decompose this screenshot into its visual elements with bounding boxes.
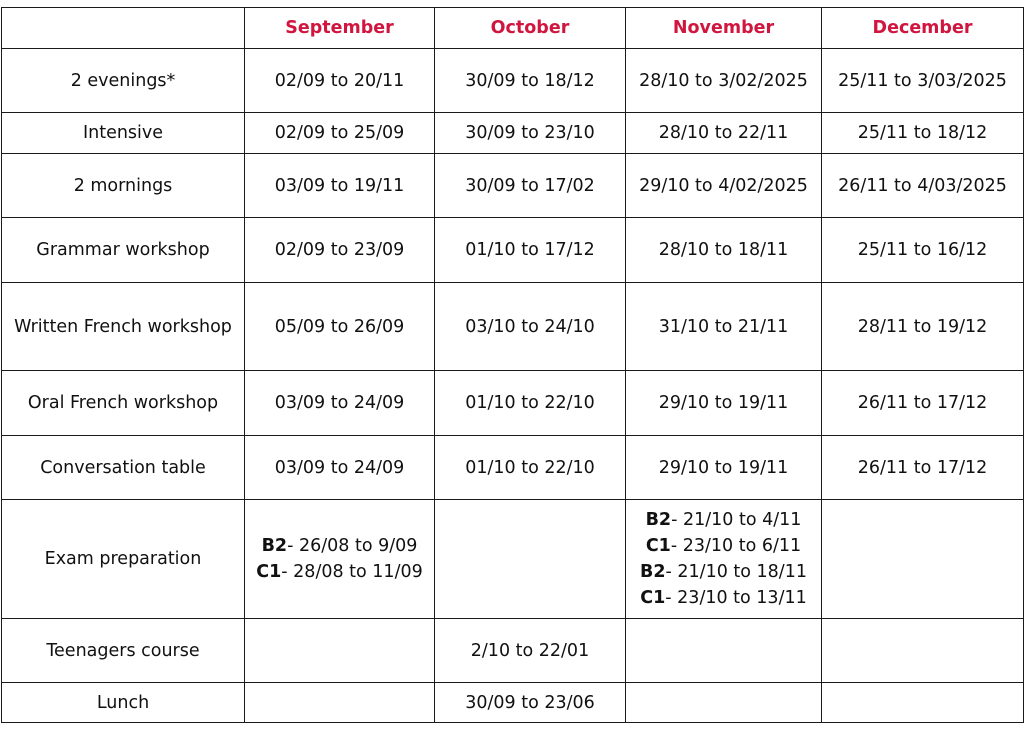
table-cell: 03/10 to 24/10 — [435, 283, 626, 371]
exam-entry — [628, 507, 819, 533]
level-badge: C1 — [256, 562, 282, 582]
exam-entry — [247, 533, 432, 559]
row-label: Teenagers course — [2, 619, 245, 683]
table-cell: 01/10 to 22/10 — [435, 436, 626, 500]
corner-cell — [2, 8, 245, 49]
exam-entry — [628, 559, 819, 585]
table-cell: 02/09 to 20/11 — [245, 49, 435, 113]
table-cell: 30/09 to 17/02 — [435, 154, 626, 218]
month-header-september: September — [245, 8, 435, 49]
table-row — [2, 49, 1024, 113]
level-badge: C1 — [645, 536, 671, 556]
exam-cell-november — [626, 500, 822, 619]
table-cell — [822, 683, 1024, 723]
row-label: 2 mornings — [2, 154, 245, 218]
table-row — [2, 371, 1024, 436]
table-cell — [626, 683, 822, 723]
table-cell — [822, 619, 1024, 683]
exam-dates: - 23/10 to 13/11 — [665, 588, 807, 608]
row-label: Exam preparation — [2, 500, 245, 619]
exam-dates: - 21/10 to 4/11 — [671, 510, 802, 530]
level-badge: C1 — [640, 588, 666, 608]
table-cell: 25/11 to 16/12 — [822, 218, 1024, 283]
exam-entry — [247, 559, 432, 585]
exam-entry — [628, 533, 819, 559]
table-cell: 28/10 to 18/11 — [626, 218, 822, 283]
table-row — [2, 436, 1024, 500]
row-label: Intensive — [2, 113, 245, 154]
level-badge: B2 — [645, 510, 672, 530]
row-label: 2 evenings* — [2, 49, 245, 113]
table-cell: 28/10 to 3/02/2025 — [626, 49, 822, 113]
row-label: Oral French workshop — [2, 371, 245, 436]
table-row — [2, 283, 1024, 371]
lunch-row — [2, 683, 1024, 723]
table-cell: 26/11 to 17/12 — [822, 436, 1024, 500]
table-cell: 31/10 to 21/11 — [626, 283, 822, 371]
month-header-december: December — [822, 8, 1024, 49]
table-cell: 01/10 to 22/10 — [435, 371, 626, 436]
table-cell — [245, 683, 435, 723]
teenagers-course-row — [2, 619, 1024, 683]
table-cell: 30/09 to 23/06 — [435, 683, 626, 723]
table-cell: 25/11 to 3/03/2025 — [822, 49, 1024, 113]
exam-cell-september — [245, 500, 435, 619]
table-row — [2, 154, 1024, 218]
exam-preparation-row — [2, 500, 1024, 619]
table-cell: 03/09 to 19/11 — [245, 154, 435, 218]
exam-cell-december — [822, 500, 1024, 619]
table-cell: 02/09 to 23/09 — [245, 218, 435, 283]
table-cell: 02/09 to 25/09 — [245, 113, 435, 154]
level-badge: B2 — [640, 562, 666, 582]
course-schedule-table — [1, 7, 1024, 723]
table-cell: 2/10 to 22/01 — [435, 619, 626, 683]
table-cell: 05/09 to 26/09 — [245, 283, 435, 371]
row-label: Conversation table — [2, 436, 245, 500]
exam-entry — [628, 585, 819, 611]
table-cell — [245, 619, 435, 683]
table-cell: 29/10 to 19/11 — [626, 371, 822, 436]
table-cell: 30/09 to 23/10 — [435, 113, 626, 154]
exam-dates: - 23/10 to 6/11 — [670, 536, 802, 556]
table-cell: 28/11 to 19/12 — [822, 283, 1024, 371]
exam-cell-october — [435, 500, 626, 619]
exam-dates: - 28/08 to 11/09 — [281, 562, 423, 582]
table-row — [2, 218, 1024, 283]
row-label: Grammar workshop — [2, 218, 245, 283]
table-cell: 29/10 to 19/11 — [626, 436, 822, 500]
level-badge: B2 — [261, 536, 288, 556]
month-header-november: November — [626, 8, 822, 49]
exam-dates: - 21/10 to 18/11 — [665, 562, 807, 582]
table-cell: 28/10 to 22/11 — [626, 113, 822, 154]
month-header-october: October — [435, 8, 626, 49]
table-cell: 03/09 to 24/09 — [245, 371, 435, 436]
table-cell — [626, 619, 822, 683]
row-label: Written French workshop — [2, 283, 245, 371]
table-cell: 25/11 to 18/12 — [822, 113, 1024, 154]
table-cell: 29/10 to 4/02/2025 — [626, 154, 822, 218]
table-cell: 03/09 to 24/09 — [245, 436, 435, 500]
exam-dates: - 26/08 to 9/09 — [287, 536, 418, 556]
table-cell: 30/09 to 18/12 — [435, 49, 626, 113]
table-cell: 01/10 to 17/12 — [435, 218, 626, 283]
table-row — [2, 113, 1024, 154]
header-row — [2, 8, 1024, 49]
table-cell: 26/11 to 4/03/2025 — [822, 154, 1024, 218]
table-cell: 26/11 to 17/12 — [822, 371, 1024, 436]
row-label: Lunch — [2, 683, 245, 723]
